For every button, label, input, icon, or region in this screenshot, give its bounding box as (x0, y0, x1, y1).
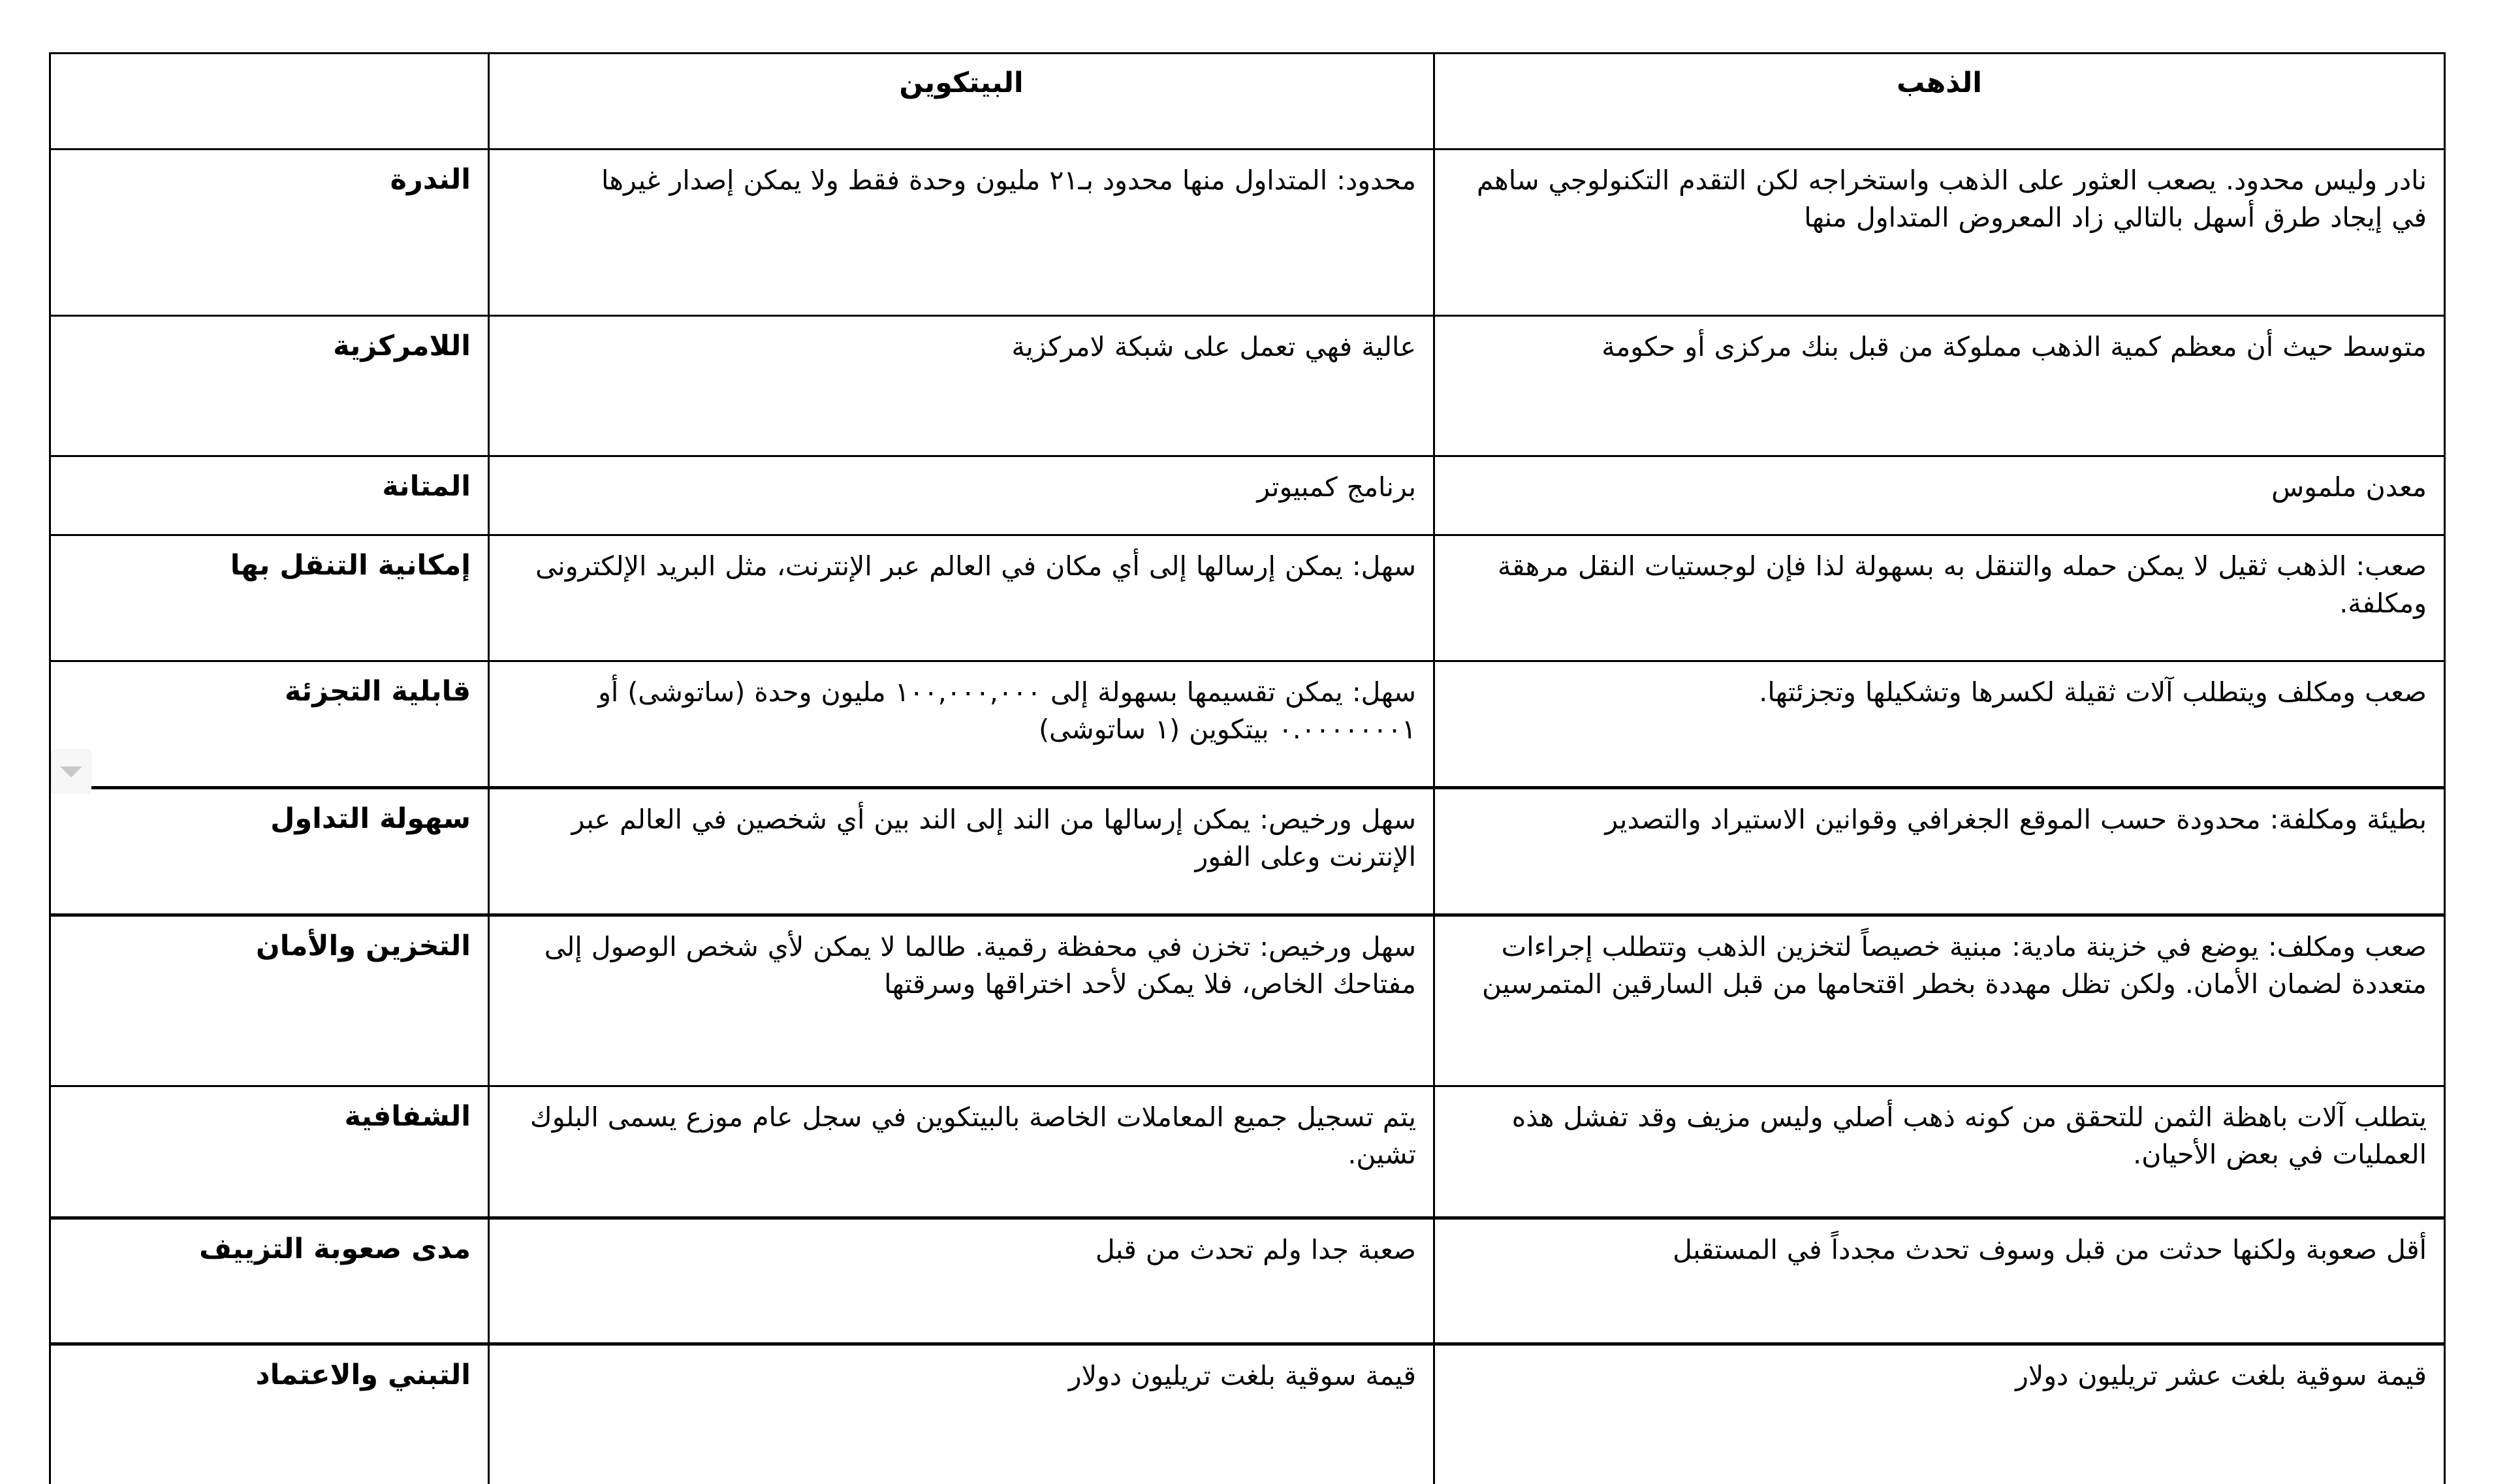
table-row (50, 456, 2445, 535)
row-label: سهولة التداول (50, 788, 489, 915)
comparison-table-container (51, 52, 2446, 1484)
cell-gold: معدن ملموس (1434, 456, 2445, 535)
cell-bitcoin: يتم تسجيل جميع المعاملات الخاصة بالبيتكوين في سجل عام موزع يسمى البلوك تشين. (489, 1086, 1434, 1218)
cell-bitcoin: سهل: يمكن تقسيمها بسهولة إلى ١٠٠,٠٠٠,٠٠٠ مليون وحدة (ساتوشى) أو ٠.٠٠٠٠٠٠٠١ بيتكوين (١ ساتوشى) (489, 661, 1434, 788)
cell-bitcoin: سهل: يمكن إرسالها إلى أي مكان في العالم عبر الإنترنت، مثل البريد الإلكترونى (489, 535, 1434, 661)
cell-gold: صعب: الذهب ثقيل لا يمكن حمله والتنقل به بسهولة لذا فإن لوجستيات النقل مرهقة ومكلفة. (1434, 535, 2445, 661)
row-label: إمكانية التنقل بها (50, 535, 489, 661)
row-label: مدى صعوبة التزييف (50, 1218, 489, 1344)
table-header-row (50, 54, 2445, 150)
table-row (50, 915, 2445, 1086)
table-row (50, 1218, 2445, 1344)
cell-gold: صعب ومكلف ويتطلب آلات ثقيلة لكسرها وتشكيلها وتجزئتها. (1434, 661, 2445, 788)
table-row (50, 316, 2445, 456)
row-label: الندرة (50, 150, 489, 316)
table-row (50, 535, 2445, 661)
row-label: اللامركزية (50, 316, 489, 456)
cell-gold: يتطلب آلات باهظة الثمن للتحقق من كونه ذهب أصلي وليس مزيف وقد تفشل هذه العمليات في بعض الأحيان. (1434, 1086, 2445, 1218)
cell-gold: قيمة سوقية بلغت عشر تريليون دولار (1434, 1344, 2445, 1484)
cell-gold: أقل صعوبة ولكنها حدثت من قبل وسوف تحدث مجدداً في المستقبل (1434, 1218, 2445, 1344)
cell-bitcoin: محدود: المتداول منها محدود بـ٢١ مليون وحدة فقط ولا يمكن إصدار غيرها (489, 150, 1434, 316)
row-label: الشفافية (50, 1086, 489, 1218)
row-label: التبني والاعتماد (50, 1344, 489, 1484)
table-row (50, 1344, 2445, 1484)
row-label: التخزين والأمان (50, 915, 489, 1086)
cell-bitcoin: صعبة جدا ولم تحدث من قبل (489, 1218, 1434, 1344)
cell-bitcoin: قيمة سوقية بلغت تريليون دولار (489, 1344, 1434, 1484)
row-label: المتانة (50, 456, 489, 535)
table-row (50, 150, 2445, 316)
cell-bitcoin: سهل ورخيص: يمكن إرسالها من الند إلى الند بين أي شخصين في العالم عبر الإنترنت وعلى الفور (489, 788, 1434, 915)
chevron-down-icon[interactable] (51, 750, 91, 794)
row-label: قابلية التجزئة (50, 661, 489, 788)
cell-gold: نادر وليس محدود. يصعب العثور على الذهب واستخراجه لكن التقدم التكنولوجي ساهم في إيجاد طرق أسهل بالتالي زاد المعروض المتداول منها (1434, 150, 2445, 316)
cell-bitcoin: عالية فهي تعمل على شبكة لامركزية (489, 316, 1434, 456)
column-header-gold: الذهب (1434, 54, 2445, 150)
cell-gold: متوسط حيث أن معظم كمية الذهب مملوكة من قبل بنك مركزى أو حكومة (1434, 316, 2445, 456)
table-body (50, 150, 2445, 1484)
cell-bitcoin: برنامج كمبيوتر (489, 456, 1434, 535)
chevron-down-glyph (60, 766, 82, 778)
table-row (50, 788, 2445, 915)
column-header-attribute (50, 54, 489, 150)
column-header-bitcoin: البيتكوين (489, 54, 1434, 150)
cell-bitcoin: سهل ورخيص: تخزن في محفظة رقمية. طالما لا يمكن لأي شخص الوصول إلى مفتاحك الخاص، فلا يمكن لأحد اختراقها وسرقتها (489, 915, 1434, 1086)
cell-gold: بطيئة ومكلفة: محدودة حسب الموقع الجغرافي وقوانين الاستيراد والتصدير (1434, 788, 2445, 915)
comparison-table (49, 52, 2446, 1484)
table-header (50, 54, 2445, 150)
table-row (50, 661, 2445, 788)
table-row (50, 1086, 2445, 1218)
cell-gold: صعب ومكلف: يوضع في خزينة مادية: مبنية خصيصاً لتخزين الذهب وتتطلب إجراءات متعددة لضمان الأمان. ولكن تظل مهددة بخطر اقتحامها من قبل السارقين المتمرسين (1434, 915, 2445, 1086)
